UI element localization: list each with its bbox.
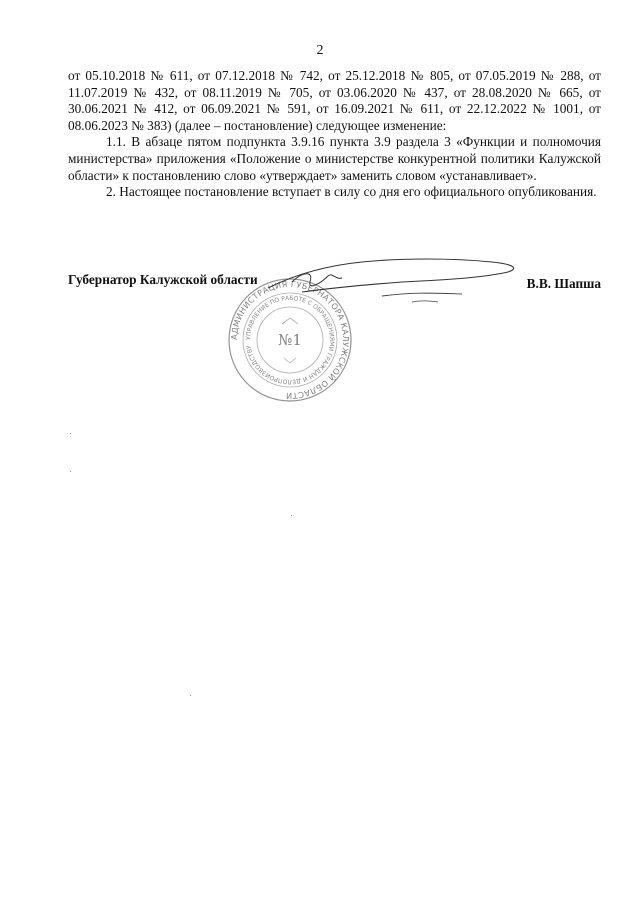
- document-body: [68, 68, 601, 201]
- page-number: 2: [316, 43, 324, 58]
- handwritten-signature: [262, 252, 524, 310]
- seal-inner-text: УПРАВЛЕНИЕ ПО РАБОТЕ С ОБРАЩЕНИЯМИ ГРАЖДАН И ДЕЛОПРОИЗВОДСТВУ: [244, 294, 336, 386]
- scan-speck: [291, 515, 292, 516]
- signatory-position: Губернатор Калужской области: [68, 272, 258, 287]
- seal-outer-text: АДМИНИСТРАЦИЯ ГУБЕРНАТОРА КАЛУЖСКОЙ ОБЛАСТИ: [228, 278, 352, 402]
- scan-speck: [70, 433, 71, 434]
- scan-speck: [70, 471, 71, 472]
- signatory-name: В.В. Шапша: [526, 276, 601, 291]
- continuation-paragraph: от 05.10.2018 № 611, от 07.12.2018 № 742, от 25.12.2018 № 805, от 07.05.2019 № 288, от 11.07.2019 № 432, от 08.11.2019 № 705, от 03.06.2020 № 437, от 28.08.2020 № 665, от 30.06.2021 № 412, от 06.09.2021 № 591, от 16.09.2021 № 611, от 22.12.2022 № 1001, от 08.06.2023 № 383) (далее – постановление) следующее изменение:: [68, 68, 601, 133]
- item-2-paragraph: 2. Настоящее постановление вступает в силу со дня его официального опубликования.: [106, 184, 597, 200]
- seal-center-number: №1: [278, 331, 302, 349]
- item-1-1-paragraph: 1.1. В абзаце пятом подпункта 3.9.16 пункта 3.9 раздела 3 «Функции и полномочия министерства» приложения «Положение о министерстве конкурентной политики Калужской области» к постановлению слово «утверждает» заменить словом «устанавливает».: [68, 134, 601, 183]
- scan-speck: [190, 695, 191, 696]
